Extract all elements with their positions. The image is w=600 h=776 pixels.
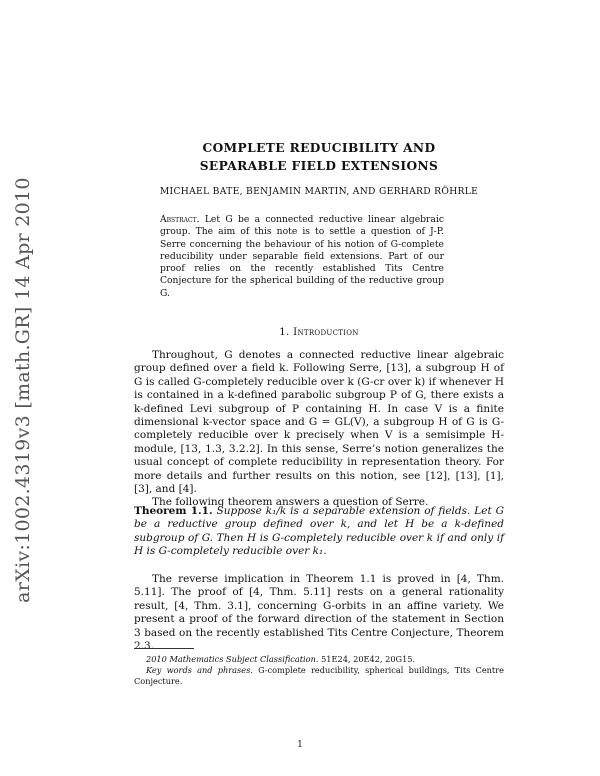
msc-codes: 51E24, 20E42, 20G15. <box>321 654 416 664</box>
title-line-2: SEPARABLE FIELD EXTENSIONS <box>199 159 439 173</box>
msc-footnote <box>134 654 504 665</box>
author-list: MICHAEL BATE, BENJAMIN MARTIN, AND GERHARD RÖHRLE <box>159 186 479 197</box>
keywords-footnote <box>134 665 504 687</box>
abstract-text: Let G be a connected reductive linear algebraic group. The aim of this note is to settle a question of J-P. Serre concerning the behaviour of his notion of G-complete reducibility under separable field extensions. Part of our proof relies on the recently established Tits Centre Conjecture for the spherical building of the reductive group G. <box>160 214 444 299</box>
arxiv-id-text: arXiv:1002.4319v3 [math.GR] 14 Apr 2010 <box>12 177 34 603</box>
introduction-body <box>134 349 504 510</box>
paper-title <box>134 139 504 175</box>
keywords-text: G-complete reducibility, spherical buildings, Tits Centre Conjecture. <box>134 665 504 686</box>
arxiv-identifier-sidebar <box>8 177 38 603</box>
abstract <box>160 214 444 300</box>
footnotes <box>134 654 504 687</box>
abstract-label: Abstract. <box>160 214 200 225</box>
theorem-label: Theorem 1.1. <box>134 505 213 517</box>
theorem-1-1 <box>134 505 504 559</box>
intro-paragraph-1: Throughout, G denotes a connected reductive linear algebraic group defined over a field k. Following Serre, [13], a subgroup H of G is called G-completely reducible over k (G-cr over k) if whenever H is contained in a k-defined parabolic subgroup P of G, there exists a k-defined Levi subgroup of P containing H. In case V is a finite dimensional k-vector space and G = GL(V), a subgroup H of G is G-completely reducible over k precisely when V is a semisimple H-module, [13, 1.3, 3.2.2]. In this sense, Serre’s notion generalizes the usual concept of complete reducibility in representation theory. For more details and further results on this notion, see [12], [13], [1], [3], and [4]. <box>134 349 504 496</box>
msc-label: 2010 Mathematics Subject Classification. <box>146 654 319 664</box>
keywords-label: Key words and phrases. <box>146 665 253 675</box>
theorem-statement: Suppose k₁/k is a separable extension of fields. Let G be a reductive group defined over k, and let H be a k-defined subgroup of G. Then H is G-completely reducible over k if and only if H is G-completely reducible over k₁. <box>134 505 504 558</box>
post-theorem-paragraph: The reverse implication in Theorem 1.1 is proved in [4, Thm. 5.11]. The proof of [4, Thm. 5.11] rests on a general rationality result, [4, Thm. 3.1], concerning G-orbits in an affine variety. We present a proof of the forward direction of the statement in Section 3 based on the recently established Tits Centre Conjecture, Theorem 2.3. <box>134 573 504 653</box>
section-heading-text: 1. Introduction <box>279 327 359 338</box>
footnote-rule <box>134 648 194 649</box>
title-line-1: COMPLETE REDUCIBILITY AND <box>202 141 436 155</box>
intro-paragraph-2: The following theorem answers a question of Serre. <box>152 496 429 509</box>
page-number: 1 <box>297 740 303 750</box>
section-heading <box>134 327 504 338</box>
